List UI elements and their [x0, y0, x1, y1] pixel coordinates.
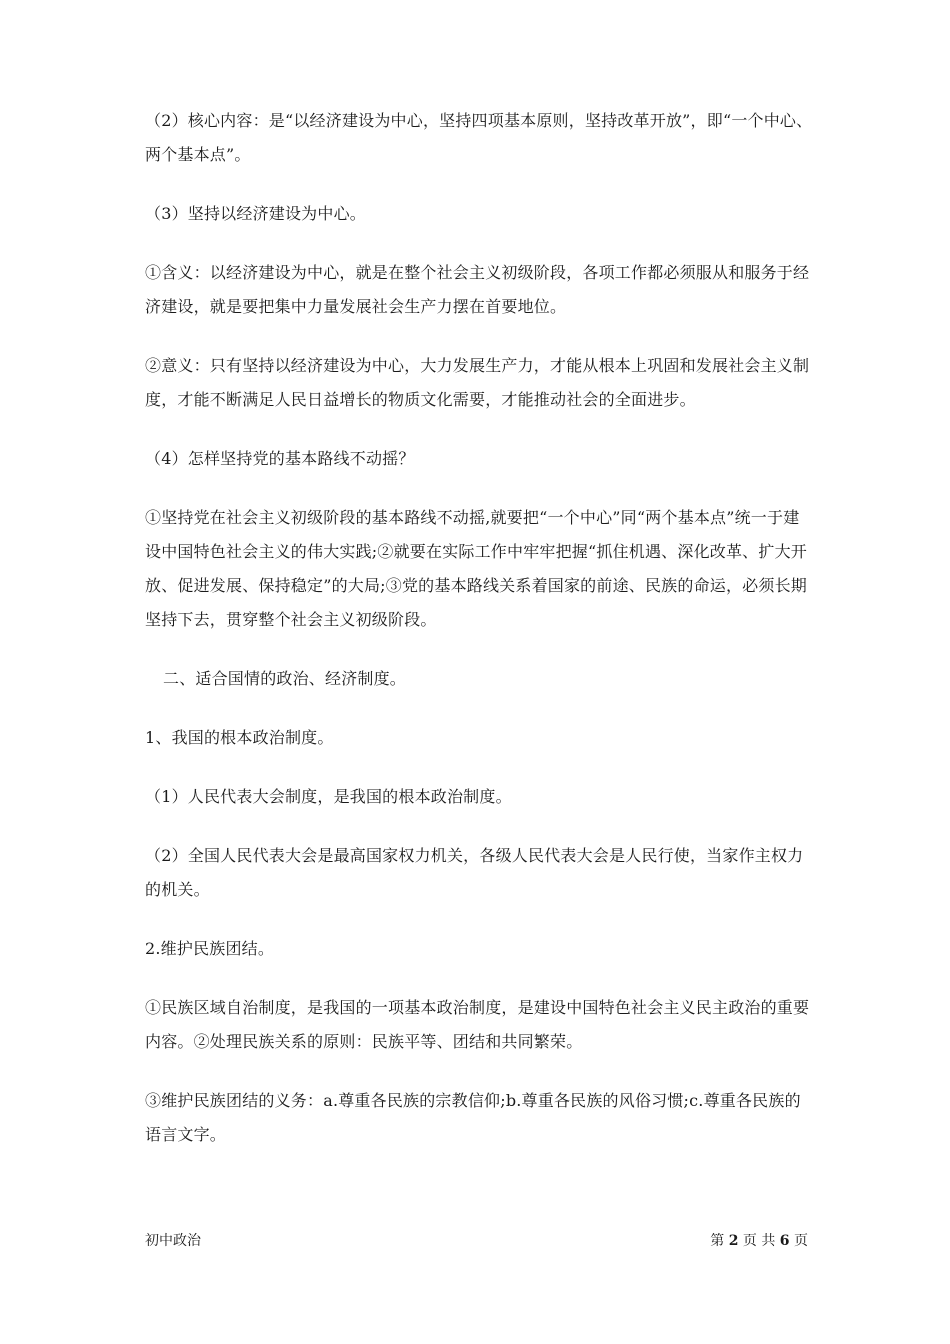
paragraph-npc-system: （1）人民代表大会制度，是我国的根本政治制度。	[145, 787, 512, 806]
page-total: 6	[779, 1233, 790, 1249]
section-heading-systems: 二、适合国情的政治、经济制度。	[163, 669, 407, 688]
page-mid: 页 共	[742, 1233, 776, 1249]
page-suffix: 页	[794, 1233, 808, 1249]
paragraph-meaning: ①含义：以经济建设为中心，就是在整个社会主义初级阶段，各项工作都必须服从和服务于经济建设，就是要把集中力量发展社会生产力摆在首要地位。	[145, 263, 810, 316]
page-current: 2	[728, 1233, 739, 1249]
page-prefix: 第	[710, 1233, 725, 1249]
subheading-ethnic-unity: 2.维护民族团结。	[145, 939, 275, 958]
footer-subject: 初中政治	[145, 1233, 201, 1249]
paragraph-unity-duties: ③维护民族团结的义务：a.尊重各民族的宗教信仰;b.尊重各民族的风俗习惯;c.尊重各民族的语言文字。	[145, 1091, 801, 1144]
page-footer	[145, 1226, 813, 1256]
paragraph-significance: ②意义：只有坚持以经济建设为中心，大力发展生产力，才能从根本上巩固和发展社会主义制度，才能不断满足人民日益增长的物质文化需要，才能推动社会的全面进步。	[145, 356, 810, 409]
document-body	[145, 104, 813, 1177]
paragraph-basic-line-detail: ①坚持党在社会主义初级阶段的基本路线不动摇,就要把“一个中心”同“两个基本点”统一于建设中国特色社会主义的伟大实践;②就要在实际工作中牢牢把握“抓住机遇、深化改革、扩大开放、促进发展、保持稳定”的大局;③党的基本路线关系着国家的前途、民族的命运，必须长期坚持下去，贯穿整个社会主义初级阶段。	[145, 508, 807, 629]
paragraph-npc-power: （2）全国人民代表大会是最高国家权力机关，各级人民代表大会是人民行使，当家作主权力的机关。	[145, 846, 804, 899]
subheading-political-system: 1、我国的根本政治制度。	[145, 728, 334, 747]
paragraph-core-content: （2）核心内容：是“以经济建设为中心，坚持四项基本原则，坚持改革开放”，即“一个中心、两个基本点”。	[145, 111, 813, 164]
paragraph-heading-basic-line: （4）怎样坚持党的基本路线不动摇？	[145, 449, 415, 468]
paragraph-heading-economic-center: （3）坚持以经济建设为中心。	[145, 204, 366, 223]
page-number	[710, 1226, 808, 1256]
paragraph-regional-autonomy: ①民族区域自治制度，是我国的一项基本政治制度，是建设中国特色社会主义民主政治的重要内容。②处理民族关系的原则：民族平等、团结和共同繁荣。	[145, 998, 810, 1051]
